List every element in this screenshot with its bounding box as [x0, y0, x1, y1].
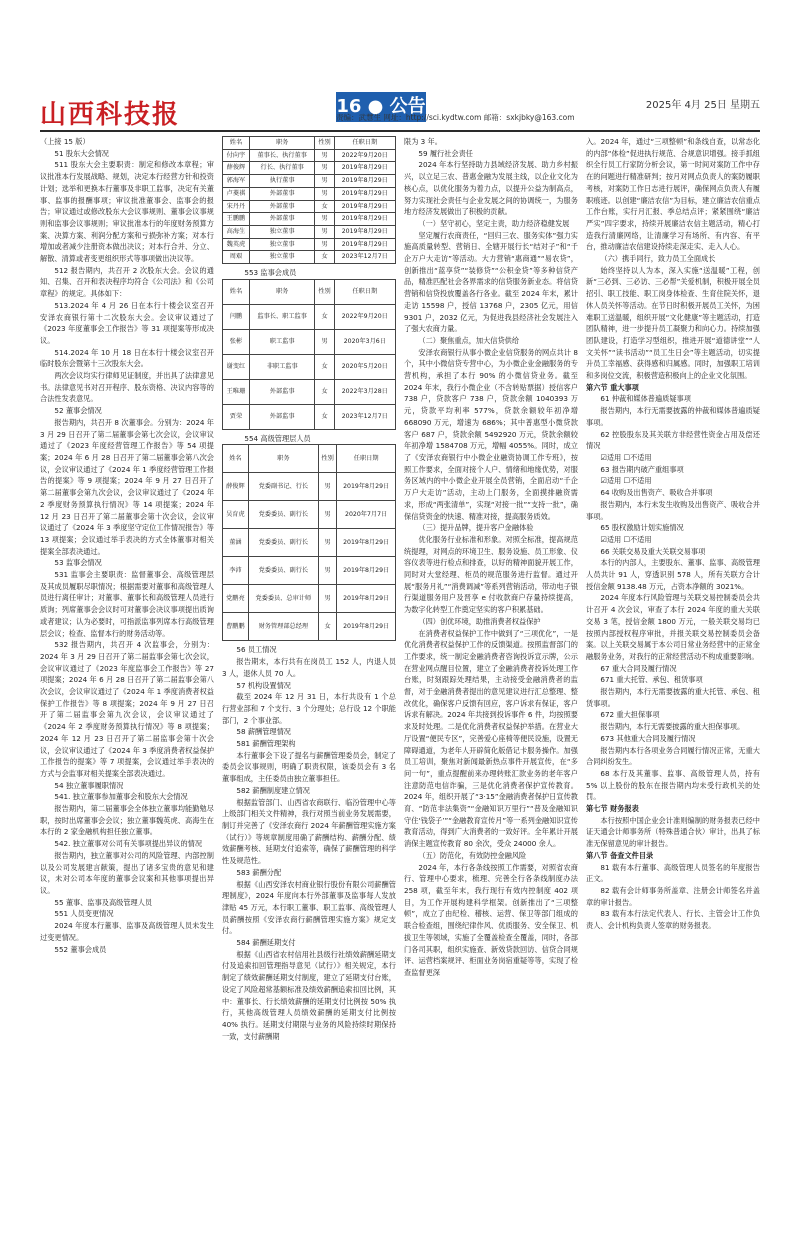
table-header-cell: 任职日期	[334, 137, 395, 150]
table-cell: 王唯珊	[223, 379, 250, 404]
table-cell: 外部董事	[249, 200, 315, 213]
table-cell: 女	[315, 251, 334, 264]
table-cell: 外部董事	[249, 213, 315, 226]
table-cell: 2019年8月29日	[334, 175, 395, 188]
paragraph: 优化服务行业标准和形象。对照全标准，提高规范统提理，对网点的环境卫生、服务设施、员工形象、仪容仪表等进行检点和排查，以好的精神面貌开展工作，同时对大堂经理、柜员的规范服务进行监督。通过开展“服务月礼”“消费调减”等系列营销活动，带动电子银行渠道服务用户及晋享 e 付收款商户存量持续提高，为数字化转型工作奠定坚实的客户积累基础。	[404, 534, 578, 615]
paragraph: 511 股东大会主要职责：制定和修改本章程；审议批准本行发展战略、规划，决定本行经营方针和投资计划；选举和更换本行董事及非职工监事，决定有关董事、监事的报酬事项；审议批准董事会、监事会的报告；审议通过或修改股东大会议事规则、董事会议事规则和监事会议事规则；审议批准本行的年度财务预算方案、决算方案、利润分配方案和亏损弥补方案；对本行增加或者减少注册资本做出决议；对本行合并、分立、解散、清算或者变更组织形式等事项做出决议等。	[40, 160, 214, 264]
table-header-cell: 职务	[249, 137, 315, 150]
data-table-t1	[222, 136, 396, 264]
masthead	[40, 92, 760, 130]
paragraph: 根据监管部门、山西省农商联行、临汾管理中心等上级部门相关文件精神，我行对照当前业务发展需要，制订并完善了《安泽农商行 2024 年薪酬管理实施方案（试行）》等规章制度用确了薪酬结构、薪酬分配、绩效薪酬考核、延期支付追索等，确保了薪酬管理的科学性及规范性。	[222, 797, 396, 866]
table-cell: 魏英虎	[223, 238, 250, 251]
text-column-2	[222, 136, 396, 1210]
table-cell: 党鹏亮	[223, 585, 249, 613]
paragraph: （六）携手同行，致力员工全面成长	[600, 254, 716, 264]
table-row	[223, 557, 396, 585]
paragraph: 报告期内，独立董事对公司的风险管理、内部控制以及公司发展建言献策，提出了诸多宝贵的意见和建议，未对公司本年度的董事会议案和其他事项提出异议。	[40, 850, 214, 895]
paragraph: 581 薪酬管理架构	[236, 739, 296, 749]
paragraph: 报告期内，本行未发生收购及出售资产、吸收合并事项。	[586, 499, 760, 521]
paragraph: 2024 年度本行董事、监事及高级管理人员未发生过变更情况。	[40, 921, 214, 942]
table-cell: 2019年8月29日	[334, 225, 395, 238]
table-row	[223, 238, 396, 251]
table-row	[223, 473, 396, 501]
table-cell: 监事长、职工监事	[249, 304, 315, 329]
table-cell: 独立董事	[249, 238, 315, 251]
paragraph: 552 董事会成员	[54, 944, 107, 954]
table-cell: 2019年8月29日	[334, 238, 395, 251]
paragraph: （五）防范化，有效防控金融风险	[418, 850, 527, 860]
table-cell: 李沛	[223, 557, 249, 585]
text-column-4	[586, 136, 760, 1210]
table-cell: 男	[315, 225, 334, 238]
table-cell: 女	[315, 200, 334, 213]
paragraph: 报告期末，本行共有在岗员工 152 人，内退人员 3 人，退休人员 70 人。	[222, 657, 396, 678]
table-row	[223, 304, 396, 329]
table-cell: 薛俊辉	[223, 162, 250, 175]
table-cell: 2020年3月6日	[334, 329, 395, 354]
table-row	[223, 329, 396, 354]
table-row	[223, 187, 396, 200]
table-cell: 2020年5月20日	[334, 354, 395, 379]
table-header-cell: 职务	[249, 279, 315, 304]
table-header-cell: 姓名	[223, 137, 250, 150]
paragraph: 531 监事会主要职责：监督董事会、高级管理层及其成员履职尽职情况；根据需要对董事和高级管理人员进行离任审计；对董事、董事长和高级管理人员进行质询；列席董事会会议时可对董事会决议事项提出质询或者建议；认为必要时，可指派监事列席本行高级管理层会议；检查、监督本行的财务活动等。	[40, 570, 214, 638]
table-header-cell: 姓名	[223, 279, 250, 304]
table-cell: 外部监事	[249, 379, 315, 404]
paragraph: 2024 年度本行风险管理与关联交易控制委员会共计召开 4 次会议，审查了本行 2024 年度的重大关联交易 3 笔，授信金额 1800 万元，一般关联交易均已按照内部授权程序审批，并报关联交易控制委员会备案。以上关联交易属于本公司日常业务经营中的正常金融服务业务，对我行的正常经营活动不构成重要影响。	[586, 593, 760, 661]
paragraph: 673 其他重大合同及履行情况	[600, 733, 696, 743]
table-cell: 独立董事	[249, 251, 315, 264]
table-cell: 2019年8月29日	[337, 613, 396, 641]
paragraph: 54 独立董事履职情况	[54, 780, 124, 790]
table-cell: 2019年8月29日	[337, 585, 396, 613]
paragraph: 截至 2024 年 12 月 31 日，本行共设有 1 个总行营业部和 7 个支行、3 个分理处；总行设 12 个职能部门，2 个事业部。	[222, 692, 396, 725]
table-row	[223, 162, 396, 175]
paragraph: 52 董事会情况	[54, 406, 102, 416]
table-row	[223, 529, 396, 557]
table-cell: 执行董事	[249, 175, 315, 188]
table-header-cell: 性别	[318, 445, 336, 473]
table-row	[223, 149, 396, 162]
table-cell: 薛俊辉	[223, 473, 249, 501]
table-cell: 王鹏鹏	[223, 213, 250, 226]
paragraph: 本行的内部人，主要股东、董事、监事、高级管理人员共计 91 人，穿透识别 578 人，所有关联方合计授信金额 9138.48 万元，占资本净额的 3021%。	[586, 558, 760, 591]
paragraph: 57 机构设置情况	[236, 680, 291, 690]
continuation-note: （上接 15 版）	[40, 137, 90, 146]
paragraph: 551 人员变更情况	[54, 909, 114, 919]
paragraph: 514.2024 年 10 月 18 日在本行十楼会议室召开临时股东会暨第十三次股东大会。	[40, 347, 214, 369]
table-cell: 闫鹏	[223, 304, 250, 329]
table-cell: 财务管理部总经理	[248, 613, 318, 641]
table-cell: 贾荣	[223, 404, 250, 429]
paragraph: 2024 年本行坚持助力县域经济发展、助力乡村振兴，以立足三农、普惠金融为发展主线，以企业文化为核心点，以优化服务为着力点，以提升公益为制高点，努力实现社会责任与企业发展之间的协调统一，为服务地方经济发展做出了积极的贡献。	[404, 160, 578, 217]
table-cell: 张彬	[223, 329, 250, 354]
data-table-t2	[222, 279, 396, 430]
paragraph: 61 仲裁和媒体普遍质疑事项	[600, 394, 691, 404]
table-cell: 党委委员、总审计师	[248, 585, 318, 613]
table-cell: 郭海军	[223, 175, 250, 188]
table-cell: 男	[315, 149, 334, 162]
paragraph: （二）聚焦重点，加大信贷供给	[418, 335, 520, 345]
paragraph: 672 重大担保事项	[600, 710, 660, 720]
paragraph: 63 报告期内破产重组事项	[600, 464, 684, 474]
paragraph: 51 股东大会情况	[54, 148, 109, 158]
table-row	[223, 225, 396, 238]
paragraph: 坚定履行农商责任，“回归三农、服务实体”强力实施高质量转型、营销日、全辖开展行长“结对子”和“千企万户大走访”等活动。大力营销“惠商通”“易农贷”，创新推出“蓝享贷”“装修贷”“公积金贷”等多种信贷产品，精准匹配社会各界需求的信贷服务新业态。将信贷营销和信贷投放覆盖各行各业。截至 2024 年末，累计走访 15598 户，授信 13768 户，2305 亿元，用信 9301 户，2032 亿元，为促进我县经济社会发展注入了强大农商力量。	[404, 230, 578, 334]
table-cell: 2023年12月7日	[334, 404, 395, 429]
paragraph: 541. 独立董事参加董事会和股东大会情况	[54, 792, 188, 802]
table-cell: 外部监事	[249, 404, 315, 429]
paragraph: ☑适用 ☐不适用	[600, 534, 652, 544]
table-cell: 男	[318, 529, 336, 557]
table-cell: 曹鹏鹏	[223, 613, 249, 641]
table-row	[223, 501, 396, 529]
paragraph: 65 股权激励计划实施情况	[600, 523, 684, 533]
editor-info: 责编：武慧生 网址：http://sci.kydtw.com 邮箱：sxkjbky@163.com	[336, 113, 575, 122]
table-cell: 2022年3月28日	[334, 379, 395, 404]
paragraph: 在消费者权益保护工作中做到了“三项优化”，一是优化消费者权益保护工作的反馈渠道。按照监督部门的工作要求，统一制定金融消费者咨询投诉宣示牌，公示在营业网点醒目位置，建立了金融消费者投诉处理工作台账，时刻跟踪处理结果，主动接受金融消费者的监督，对于金融消费者提出的意见建议进行汇总整理、整改优化，确保客户反馈有回应，客户诉求有保证，客户诉求有解决。2024 年共接到投诉事件 6 件，均按照要求及时处理。二是优化消费者权益保护举措。在营业大厅设置“便民专区”，完善爱心座椅等便民设施，设置无障碍通道，为老年人开辟简化版借记卡服务操作。加强员工培训，聚焦对新闻最新热点事件开展宣传，在“多问一句”，重点提醒前来办理转账汇款业务的老年客户注意防范电信诈骗，三是优化消费者保护宣传教育。2024 年，组织开展了“3·15”金融消费者保护日宣传教育、“防范非法集资”“金融知识万里行”“普及金融知识守住‘钱袋子’”“金融教育宣传月”等一系列金融知识宣传教育活动，得到广大消费者的一致好评。全年累计开展消保主题宣传教育 80 余次，受众 24000 余人。	[404, 628, 578, 849]
table-cell: 2019年8月29日	[337, 557, 396, 585]
table-cell: 2019年8月29日	[337, 473, 396, 501]
table-cell: 独立董事	[249, 225, 315, 238]
paragraph: 584 薪酬延期支付	[236, 938, 296, 948]
paragraph: 限为 3 年。	[404, 137, 442, 146]
paragraph: （四）创优环境，助推消费者权益保护	[418, 616, 541, 626]
table-row	[223, 379, 396, 404]
table-cell: 男	[315, 162, 334, 175]
table-cell: 董事长、执行董事	[249, 149, 315, 162]
table-row	[223, 404, 396, 429]
table-row	[223, 354, 396, 379]
text-column-1	[40, 136, 214, 1210]
table-cell: 党委副书记、行长	[248, 473, 318, 501]
paragraph: 根据《山西安泽农村商业银行股份有限公司薪酬管理制度》，2024 年度向本行外部董事及监事每人发放津贴 45 万元，本行职工董事、职工监事、高级管理人员薪酬按照《安泽农商行薪酬管理实施方案》规定支付。	[222, 879, 396, 936]
header-divider	[40, 130, 760, 132]
table-cell: 男	[318, 501, 336, 529]
table-header-cell: 性别	[315, 279, 334, 304]
paragraph: 报告期内，本行无需要披露的重大托管、承包、租赁事项。	[586, 687, 760, 708]
paragraph: 512 报告期内，共召开 2 次股东大会。会议的通知、召集、召开和表决程序均符合《公司法》和《公司章程》的规定。具体如下：	[40, 265, 214, 299]
paragraph: （三）提升品牌，提升客户金融体验	[418, 523, 534, 533]
table-header-cell: 姓名	[223, 445, 249, 473]
table-row	[223, 175, 396, 188]
paragraph: 83 载有本行法定代表人、行长、主管会计工作负责人、会计机构负责人签章的财务报表。	[586, 909, 760, 931]
table-cell: 行长、执行董事	[249, 162, 315, 175]
table-cell: 2019年8月29日	[337, 529, 396, 557]
paragraph: 582 薪酬制度建立情况	[236, 785, 310, 795]
table-cell: 2023年12月7日	[334, 251, 395, 264]
paragraph: ☑适用 ☐不适用	[600, 476, 652, 486]
paragraph: 53 监事会情况	[54, 558, 102, 568]
table-cell: 男	[315, 238, 334, 251]
section-heading: 第七节 财务报表	[586, 804, 639, 814]
paragraph: 报告期内，共召开 8 次董事会。分别为：2024 年 3 月 29 日召开了第二届董事会第七次会议，会议审议通过了《2023 年度经营管理工作报告》等 54 项提案；2024 年 6 月 28 日召开了第二届董事会第八次会议，会议审议通过了《2024 年 1 季度经营管理工作报告的提案》等 9 项提案；2024 年 9 月 27 日召开了第二届董事会第九次会议，会议审议通过了《2024 年 2 季度财务预算执行情况》等 14 项提案；2024 年 12 月 23 日召开了第二届董事会第十次会议，会议审议通过了《2024 年 3 季度坚守定位工作情况报告》等 13 项提案；会议通过举手表决的方式全体董事对相关提案全部表决通过。	[40, 417, 214, 556]
table-row	[223, 613, 396, 641]
newspaper-logo: 山西科技报	[40, 100, 181, 130]
paragraph: 542. 独立董事对公司有关事项提出异议的情况	[54, 839, 203, 849]
text-column-3	[404, 136, 578, 1210]
paragraph: 报告期内，第二届董事会全体独立董事均能勤勉尽职，按时出席董事会会议；独立董事魏英虎、高海生在本行的 2 家金融机构担任独立董事。	[40, 804, 214, 837]
table-cell: 男	[318, 473, 336, 501]
table-cell: 外部董事	[249, 187, 315, 200]
table-cell: 女	[315, 404, 334, 429]
table-cell: 2022年9月20日	[334, 304, 395, 329]
issue-date: 2025年 4月 25日 星期五	[645, 100, 760, 111]
paragraph: 671 重大托管、承包、租赁事项	[600, 675, 703, 685]
table-cell: 男	[315, 329, 334, 354]
table-cell: 2019年8月29日	[334, 162, 395, 175]
paragraph: 583 薪酬分配	[236, 867, 282, 877]
table-row	[223, 585, 396, 613]
table-row	[223, 200, 396, 213]
table-cell: 付向宇	[223, 149, 250, 162]
paragraph: 本行董事会下设了提名与薪酬管理委员会，制定了委员会议事规则，明确了职责权限，该委员会有 3 名董事组成，主任委员由独立董事担任。	[222, 750, 396, 784]
paragraph: （一）坚守初心，坚定主责，助力经济稳健发展	[418, 218, 570, 228]
table-header-cell: 职务	[248, 445, 318, 473]
paragraph: 根据《山西省农村信用社县级行社绩效薪酬延期支付及追索扣回管理指导意见（试行）》相关规定，本行制定了绩效薪酬延期支付制度，建立了延期支付台账，设定了风险超常基额标准及绩效薪酬追索扣回比例，其中：董事长、行长绩效薪酬的延期支付比例按 50% 执行，其他高级管理人员绩效薪酬的延期支付比例按 40% 执行。延期支付期限与业务的风险持续时期保持一致，支付薪酬期	[222, 949, 396, 1041]
table-header-row	[223, 445, 396, 473]
table-cell: 男	[315, 213, 334, 226]
paragraph: 59 履行社会责任	[418, 148, 473, 158]
table-row	[223, 213, 396, 226]
page-number-badge: 16 ● 公告	[336, 92, 426, 122]
paragraph: 56 员工情况	[236, 645, 277, 655]
table-cell: 女	[315, 379, 334, 404]
section-heading: 第六节 重大事项	[586, 382, 639, 392]
paragraph: 64 收购及出售资产、吸收合并事项	[600, 488, 713, 498]
paragraph: 81 载有本行董事、高级管理人员签名的年度报告正文。	[586, 862, 760, 884]
table-cell: 非职工监事	[249, 354, 315, 379]
table-cell: 职工监事	[249, 329, 315, 354]
table-cell: 2019年8月29日	[334, 187, 395, 200]
paragraph: 两次会议均实行律师见证制度，并出具了法律意见书。法律意见书对召开程序、股东资格、决议内容等的合法性发表意见。	[40, 371, 214, 404]
table-header-cell: 任职日期	[334, 279, 395, 304]
paragraph: 62 控股股东及其关联方非经营性资金占用及偿还情况	[586, 429, 760, 451]
paragraph: 报告期内，本行无需要披露的仲裁和媒体普遍质疑事项。	[586, 406, 760, 427]
paragraph: 68 本行及其董事、监事、高级管理人员，持有 5% 以上股份的股东在报告期内均未受行政机关的处罚。	[586, 768, 760, 802]
paragraph: 报告期内本行各项业务合同履行情况正常，无重大合同纠纷发生。	[586, 745, 760, 767]
article-columns	[40, 136, 760, 1210]
paragraph: 报告期内，本行无需要披露的重大担保事项。	[600, 722, 745, 732]
table-cell: 宋丹丹	[223, 200, 250, 213]
table-cell: 卢菱祺	[223, 187, 250, 200]
table-cell: 男	[315, 187, 334, 200]
table-cell: 党委委员、副行长	[248, 557, 318, 585]
paragraph: 67 重大合同及履行情况	[600, 663, 677, 673]
paragraph: 58 薪酬管理情况	[236, 727, 291, 737]
paragraph: 始终坚持以人为本，深入实施“送温暖”工程，创新“三必到、三必访、三必帮”关爱机制，积极开展全员招引、职工技能、职工岗身体检查、生育住院关怀，退休人员关怀等活动。在节日时积极开展员工关怀，为困难职工送温暖，组织开展“文化健康”等主题活动，打造团队精神，进一步提升员工凝聚力和向心力。持续加强团队建设，打造学习型组织，推进开展“道德讲堂”“人文关怀”“读书活动”“员工生日会”等主题活动，切实提升员工幸福感、获得感和归属感。同时，加强职工培训和多岗位交流，积极营造积极向上的企业文化氛围。	[586, 265, 760, 381]
table-cell: 2019年8月29日	[334, 200, 395, 213]
paragraph: 66 关联交易及重大关联交易事项	[600, 546, 706, 556]
paragraph: 本行按照中国企业会计准则编制的财务报表已经中证天通会计师事务所（特殊普通合伙）审计，出具了标准无保留意见的审计报告。	[586, 815, 760, 849]
paragraph: 入。2024 年，通过“三项整顿”和条线自查，以常态化的内部“体检”促进执行规范、合规意识增强。接手抓组织全行员工行家防分析会议，第一时间对案防工作中存在的问题进行精准研判；按月对网点负责人的案防履职考核，对案防工作日志进行展评，确保网点负责人有履职痕迹。以创建“廉洁农信”为目标，建立廉洁农信重点工作台账，实行月汇报、季总结点评；紧紧围绕“廉洁严实”四字要求，持续开展廉洁农信主题活动，精心打造我行清廉网络，让清廉学习有场所、有内容、有平台，推动廉洁农信建设持续走深走实、走入人心。	[586, 137, 760, 252]
table-cell: 女	[315, 354, 334, 379]
table-cell: 党委委员、副行长	[248, 501, 318, 529]
paragraph: 2024 年，本行各条线按照工作需要，对照省农商行、管理中心要求，梳理、完善全行各条线制度办法 258 项，截至年末，我行现行有效内控制度 402 项目，为工作开展构建科学框架。创新推出了“三项整顿”，成立了由纪检、稽核、运营、保卫等部门组成的联合检查组，围绕纪律作风、优质服务、安全保卫、机拔卫生等领域，实施了全覆盖检查全覆盖，同时，各部门各司其职，组织实施查、新效贷款回访、信贷合同规评、运营档案规评、柜面业务岗宿重疑等等，实现了检查监督更深	[404, 862, 578, 977]
table-cell: 2022年9月20日	[334, 149, 395, 162]
section-heading: 第八节 备查文件目录	[586, 850, 654, 860]
table-cell: 男	[318, 557, 336, 585]
table-cell: 高海生	[223, 225, 250, 238]
paragraph: ☑适用 ☐不适用	[600, 452, 652, 462]
table-cell: 女	[315, 304, 334, 329]
table-cell: 男	[315, 175, 334, 188]
table-header-cell: 性别	[315, 137, 334, 150]
table-cell: 女	[318, 613, 336, 641]
paragraph: 532 报告期内，共召开 4 次监事会，分别为：2024 年 3 月 29 日召开了第二届监事会第七次会议，会议审议通过了《2023 年度监事会工作报告》等 27 项提案；2024 年 6 月 28 日召开了第二届监事会第八次会议，会议审议通过了《2024 年 1 季度消费者权益保护工作报告》等 8 项提案；2024 年 9 月 27 日召开了第二届监事会第九次会议，会议审议通过了《2024 年 2 季度财务预算执行情况》等 8 项提案；2024 年 12 月 23 日召开了第二届监事会第十次会议，会议审议通过了《2024 年 3 季度消费者权益保护工作报告的提案》等 7 项提案，会议通过举手表决的方式与会监事对相关提案全部表决通过。	[40, 640, 214, 778]
table-cell: 男	[318, 585, 336, 613]
paragraph: 82 载有会计师事务所盖章、注册会计师签名并盖章的审计报告。	[586, 886, 760, 907]
table-cell: 2019年8月29日	[334, 213, 395, 226]
table-cell: 周艰	[223, 251, 250, 264]
paragraph: 513.2024 年 4 月 26 日在本行十楼会议室召开安泽农商银行第十二次股东大会。会议审议通过了《2023 年度董事会工作报告》等 31 项提案等形成决议。	[40, 300, 214, 345]
table-header-row	[223, 137, 396, 150]
table-header-cell: 任职日期	[337, 445, 396, 473]
paragraph: 安泽农商银行从事小微企业信贷服务的网点共计 8 个，其中小微信贷专营中心，为小微企业金融服务的专营机构，承担了本行 90% 的小微信贷业务。截至 2024 年末，我行小微企业（不含转贴票据）授信客户 738 户，贷款客户 738 户，贷款余额 1040393 万元，贷款平均利率 577%，贷款余额较年初净增 668090 万元，增速为 686%；其中普惠型小微贷款客户 687 户，贷款余额 5492920 万元，贷款余额较年初净增 1584708 万元，增幅 4055%。同时，成立了《安泽农商银行中小微企业融资协调工作专班》，按照工作要求，全面对接个人户、情绪和地缘优势，对服务区域内的中小微企业开展全员营销，全面启动“千企万户大走访”活动，主动上门服务，全面摸排融资需求，形成“两张清单”，实现“对接一批”“支持一批”，确保信贷资金的快速、精准对接，提高服务质效。	[404, 347, 578, 521]
table-cell: 谢变红	[223, 354, 250, 379]
table-header-row	[223, 279, 396, 304]
table-cell: 2020年7月7日	[337, 501, 396, 529]
table-row	[223, 251, 396, 264]
table-cell: 吴育虎	[223, 501, 249, 529]
paragraph: 55 董事、监事及高级管理人员	[54, 897, 153, 907]
table-cell: 党委委员、副行长	[248, 529, 318, 557]
data-table-t3	[222, 444, 396, 641]
table-cell: 董涵	[223, 529, 249, 557]
table-caption: 554 高级管理层人员	[244, 433, 311, 443]
table-caption: 553 监事会成员	[244, 268, 297, 278]
